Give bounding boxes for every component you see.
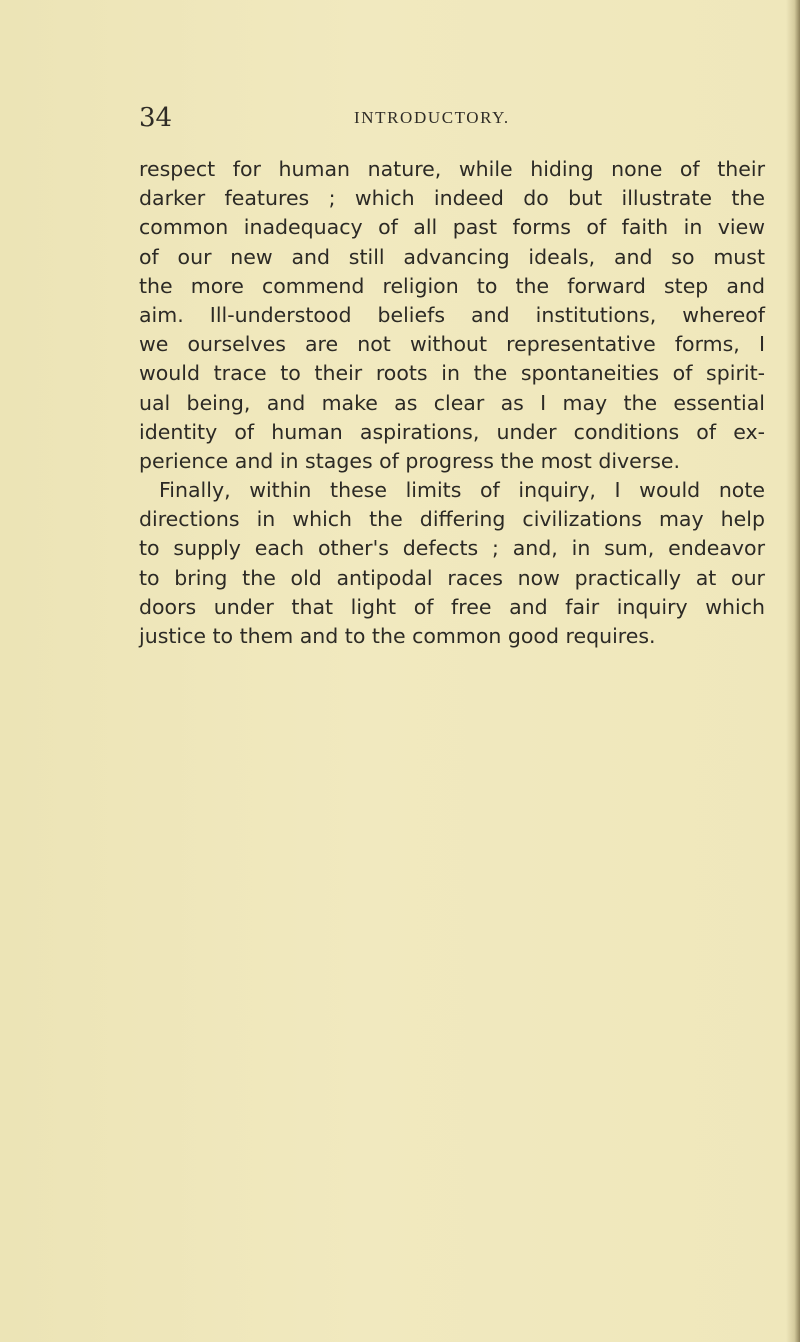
text-line: to bring the old antipodal races now practically at our <box>139 565 765 590</box>
page-edge-shadow <box>786 0 800 1342</box>
text-line: perience and in stages of progress the most diverse. <box>139 448 681 473</box>
text-line: the more commend religion to the forward step and <box>139 273 765 298</box>
paragraph-1 <box>139 155 765 476</box>
text-line: would trace to their roots in the spontaneities of spirit- <box>139 361 765 386</box>
text-line: identity of human aspirations, under conditions of ex- <box>139 419 765 444</box>
text-line: directions in which the differing civilizations may help <box>139 507 765 532</box>
text-line: doors under that light of free and fair inquiry which <box>139 594 765 619</box>
text-line: Finally, within these limits of inquiry, I would note <box>159 478 765 503</box>
text-line: justice to them and to the common good requires. <box>139 624 656 648</box>
paragraph-2 <box>139 476 765 651</box>
text-line: respect for human nature, while hiding none of their <box>139 157 765 181</box>
running-head: INTRODUCTORY. <box>354 108 510 127</box>
text-line: ual being, and make as clear as I may the essential <box>139 390 765 415</box>
page-header <box>139 103 541 133</box>
page-number: 34 <box>139 103 173 133</box>
text-line: of our new and still advancing ideals, and so must <box>139 244 765 269</box>
text-line: common inadequacy of all past forms of faith in view <box>139 215 765 240</box>
body-text <box>139 155 765 651</box>
text-line: aim. Ill-understood beliefs and institutions, whereof <box>139 302 765 327</box>
text-line: darker features ; which indeed do but illustrate the <box>139 186 765 211</box>
text-line: to supply each other's defects ; and, in sum, endeavor <box>139 536 765 561</box>
text-line: we ourselves are not without representative forms, I <box>139 332 765 357</box>
